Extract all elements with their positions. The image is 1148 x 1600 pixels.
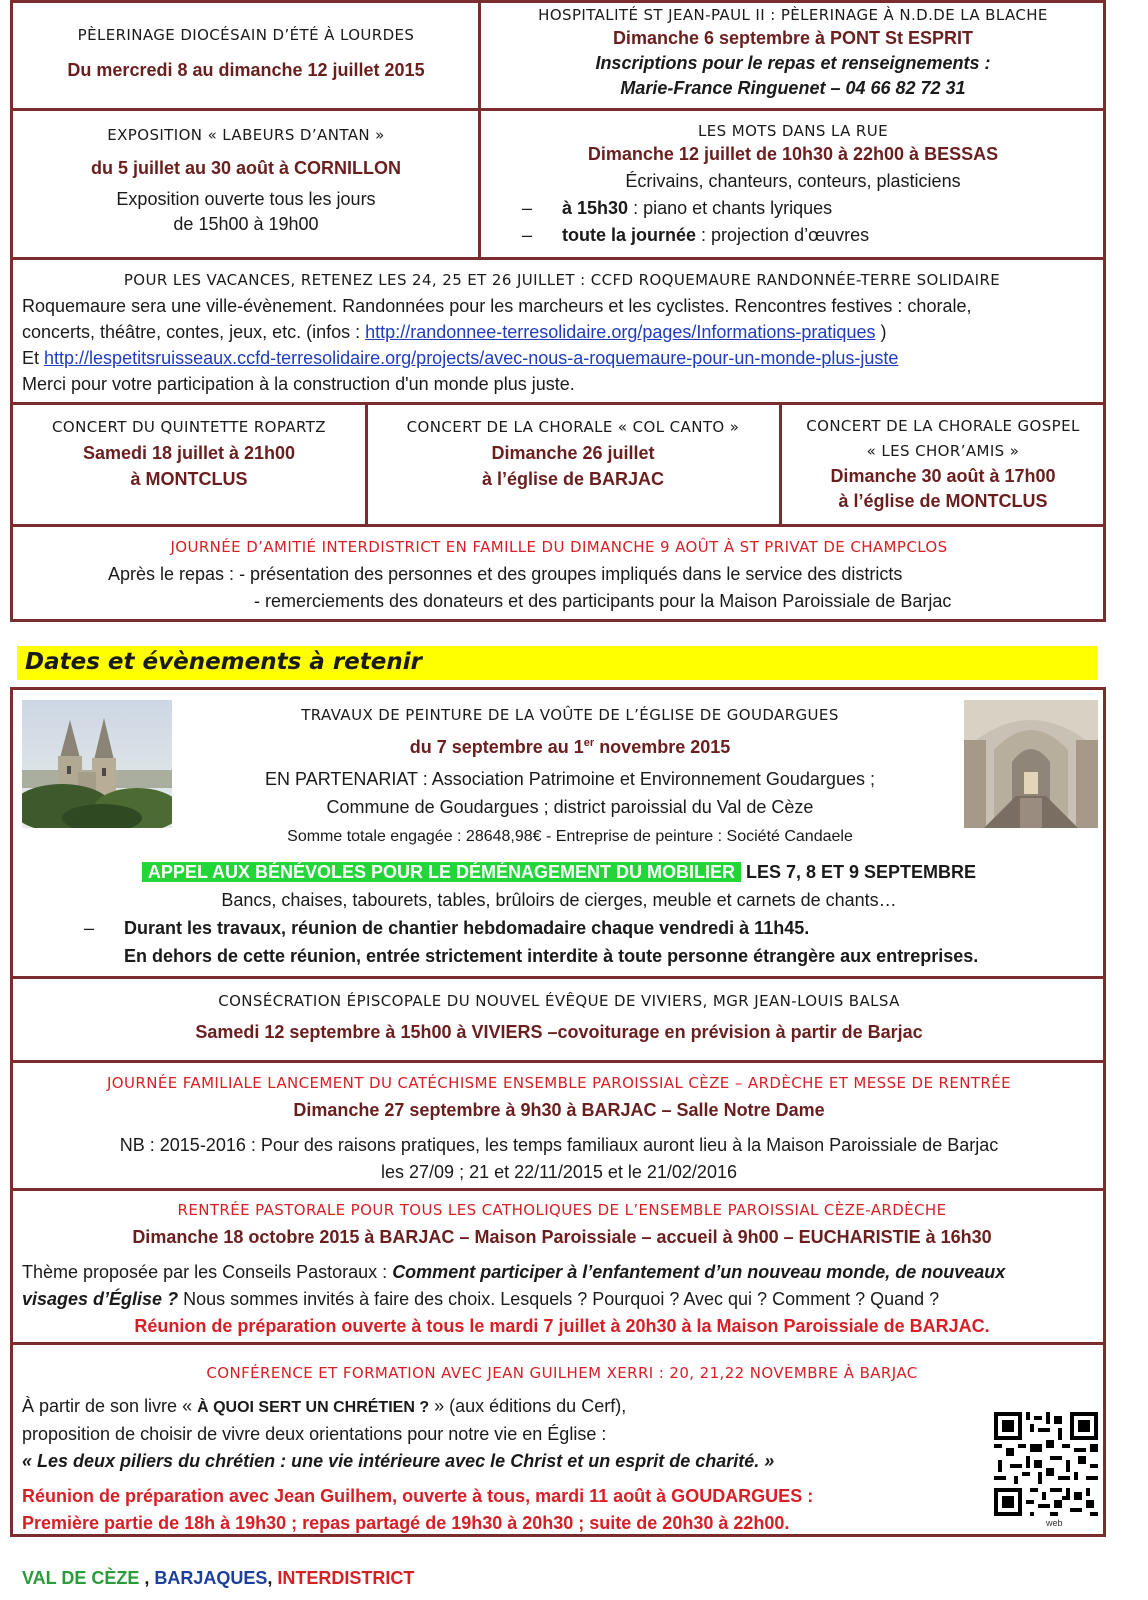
mots-item-1 [522,198,1104,219]
rentree-reunion: Réunion de préparation ouverte à tous le mardi 7 juillet à 20h30 à la Maison Paroissiale de BARJAC. [134,1316,990,1336]
qr-label: web [1046,1518,1063,1528]
conference-l2: proposition de choisir de vivre deux orientations pour notre vie en Église : [22,1424,607,1444]
footer [22,1568,414,1589]
expo-date: du 5 juillet au 30 août à CORNILLON [90,158,402,178]
concert-1 [14,414,364,492]
divider [10,976,1106,979]
voute-title: TRAVAUX DE PEINTURE DE LA VOÛTE DE L’ÉGLISE DE GOUDARGUES [301,706,839,724]
blache-block [482,6,1104,99]
concert-2 [368,414,778,492]
dash-bullet: – [522,198,533,218]
travaux-text-1: Durant les travaux, réunion de chantier hebdomadaire chaque vendredi à 11h45. [124,918,810,938]
mots-title: LES MOTS DANS LA RUE [698,122,888,140]
appel-dates: LES 7, 8 ET 9 SEPTEMBRE [740,862,977,882]
ccfd-p2-start: concerts, théâtre, contes, jeux, etc. (infos : [22,322,366,342]
conference-l3: « Les deux piliers du chrétien : une vie intérieure avec le Christ et un esprit de charité. » [22,1451,775,1471]
mots-date: Dimanche 12 juillet de 10h30 à 22h00 à BESSAS [587,144,999,164]
expo-block [14,126,478,235]
ccfd-p3 [22,345,1102,371]
appel-block [14,858,1104,970]
appel-line [14,858,1104,886]
consecration-title: CONSÉCRATION ÉPISCOPALE DU NOUVEL ÉVÊQUE DE VIVIERS, MGR JEAN-LOUIS BALSA [218,992,900,1010]
concert-3-date: Dimanche 30 août à 17h00 [830,466,1056,486]
mots-desc: Écrivains, chanteurs, conteurs, plasticiens [625,171,961,191]
ccfd-link-ruisseaux[interactable]: http://lespetitsruisseaux.ccfd-terresolidaire.org/projects/avec-nous-a-roquemaure-pour-un-monde-plus-juste [44,348,899,368]
catechisme-title: JOURNÉE FAMILIALE LANCEMENT DU CATÉCHISME ENSEMBLE PAROISSIAL CÈZE – ARDÈCHE ET MESSE DE RENTRÉE [106,1074,1011,1092]
appel-highlight: APPEL AUX BÉNÉVOLES POUR LE DÉMÉNAGEMENT DU MOBILIER [142,862,741,882]
concert-3-title2: « LES CHOR’AMIS » [866,442,1020,460]
rentree-date: Dimanche 18 octobre 2015 à BARJAC – Maison Paroissiale – accueil à 9h00 – EUCHARISTIE à 16h30 [132,1227,992,1247]
rentree-theme-a: Thème proposée par les Conseils Pastoraux : [22,1262,393,1282]
voute-date-b: novembre 2015 [594,737,731,757]
rentree-theme-2 [22,1286,1102,1313]
divider [10,402,1106,405]
divider [478,0,481,257]
concert-3-title: CONCERT DE LA CHORALE GOSPEL [806,417,1080,435]
ccfd-p2-end: ) [875,322,887,342]
expo-title: EXPOSITION « LABEURS D’ANTAN » [107,126,385,144]
rentree-theme-c: visages d’Église ? [22,1289,179,1309]
conference-r2: Première partie de 18h à 19h30 ; repas partagé de 19h30 à 20h30 ; suite de 20h30 à 22h00. [22,1513,790,1533]
catechisme-nb1: NB : 2015-2016 : Pour des raisons pratiques, les temps familiaux auront lieu à la Maison Paroissiale de Barjac [119,1135,999,1155]
church-exterior-photo [22,700,172,828]
rentree-block [22,1197,1102,1340]
voute-p3: Somme totale engagée : 28648,98€ - Entreprise de peinture : Société Candaele [287,828,853,845]
mots-item-2-text: : projection d’œuvres [696,225,870,245]
conference-l1-c: » (aux éditions du Cerf), [429,1396,627,1416]
ccfd-p3-start: Et [22,348,45,368]
blache-date: Dimanche 6 septembre à PONT St ESPRIT [612,28,974,48]
ccfd-p1: Roquemaure sera une ville-évènement. Randonnées pour les marcheurs et les cyclistes. Rencontres festives : chorale, [22,296,972,316]
concert-1-title: CONCERT DU QUINTETTE ROPARTZ [52,418,326,436]
mots-item-1-bold: à 15h30 [562,198,629,218]
concert-2-date: Dimanche 26 juillet [491,443,655,463]
expo-line2: de 15h00 à 19h00 [173,214,319,234]
mots-item-2 [522,225,1104,246]
catechisme-block [14,1070,1104,1186]
voute-date [180,729,960,761]
footer-sep-1: , [139,1568,155,1588]
concert-1-place: à MONTCLUS [130,469,248,489]
church-interior-photo [964,700,1098,828]
mots-block [482,122,1104,246]
footer-sep-2: , [267,1568,278,1588]
blache-inscriptions: Inscriptions pour le repas et renseignements : [595,53,991,73]
qr-code-icon[interactable] [994,1412,1098,1516]
section-title-bar [17,646,1097,680]
conference-l1 [22,1393,1102,1421]
concert-3 [782,414,1104,514]
expo-line1: Exposition ouverte tous les jours [116,189,376,209]
conference-l1-a: À partir de son livre « [22,1396,198,1416]
section-title: Dates et évènements à retenir [25,649,422,675]
mots-item-2-bold: toute la journée [562,225,697,245]
divider [10,524,1106,527]
consecration-block [14,992,1104,1043]
dash-bullet: – [84,918,95,938]
ccfd-p2 [22,319,1102,345]
lourdes-block [14,26,478,81]
travaux-line-1 [84,914,1104,942]
divider [10,257,1106,260]
mots-item-1-text: : piano et chants lyriques [628,198,833,218]
dash-bullet: – [522,225,533,245]
divider [10,1188,1106,1191]
amitie-block [14,534,1104,615]
voute-block [180,701,960,851]
ccfd-title: POUR LES VACANCES, RETENEZ LES 24, 25 ET 26 JUILLET : CCFD ROQUEMAURE RANDONNÉE-TERRE SOLIDAIRE [123,271,1001,289]
catechisme-date: Dimanche 27 septembre à 9h30 à BARJAC – Salle Notre Dame [293,1100,825,1120]
consecration-date: Samedi 12 septembre à 15h00 à VIVIERS –covoiturage en prévision à partir de Barjac [195,1022,923,1042]
amitie-l2: - remerciements des donateurs et des participants pour la Maison Paroissiale de Barjac [254,591,952,611]
ccfd-p4: Merci pour votre participation à la construction d'un monde plus juste. [22,374,575,394]
concert-1-date: Samedi 18 juillet à 21h00 [82,443,296,463]
rentree-theme-d: Nous sommes invités à faire des choix. Lesquels ? Pourquoi ? Avec qui ? Comment ? Quand ? [178,1289,940,1309]
concert-2-place: à l’église de BARJAC [481,469,665,489]
concert-3-place: à l’église de MONTCLUS [838,491,1048,511]
conference-title: CONFÉRENCE ET FORMATION AVEC JEAN GUILHEM XERRI : 20, 21,22 NOVEMBRE À BARJAC [206,1364,918,1382]
divider [10,1060,1106,1063]
footer-interdistrict: INTERDISTRICT [277,1568,415,1588]
amitie-title: JOURNÉE D’AMITIÉ INTERDISTRICT EN FAMILLE DU DIMANCHE 9 AOÛT À ST PRIVAT DE CHAMPCLOS [170,538,948,556]
rentree-title: RENTRÉE PASTORALE POUR TOUS LES CATHOLIQUES DE L’ENSEMBLE PAROISSIAL CÈZE-ARDÈCHE [177,1201,947,1219]
appel-items: Bancs, chaises, tabourets, tables, brûloirs de cierges, meuble et carnets de chants… [221,890,897,910]
ccfd-block [22,267,1102,397]
blache-contact: Marie-France Ringuenet – 04 66 82 72 31 [620,78,966,98]
lourdes-date: Du mercredi 8 au dimanche 12 juillet 2015 [67,60,425,80]
divider [10,1342,1106,1345]
catechisme-nb2: les 27/09 ; 21 et 22/11/2015 et le 21/02/2016 [381,1162,737,1182]
divider [10,108,1106,111]
voute-date-sup: er [583,737,595,749]
travaux-line-2: En dehors de cette réunion, entrée strictement interdite à toute personne étrangère aux entreprises. [124,946,979,966]
rentree-theme-1 [22,1259,1102,1286]
conference-book-title: À QUOI SERT UN CHRÉTIEN ? [197,1399,430,1416]
lourdes-title: PÈLERINAGE DIOCÉSAIN D’ÉTÉ À LOURDES [77,26,415,44]
ccfd-link-infos[interactable]: http://randonnee-terresolidaire.org/pages/Informations-pratiques [365,322,876,342]
voute-date-a: du 7 septembre au 1 [409,737,584,757]
conference-r1: Réunion de préparation avec Jean Guilhem, ouverte à tous, mardi 11 août à GOUDARGUES : [22,1486,814,1506]
footer-barjaques: BARJAQUES [154,1568,268,1588]
voute-p2: Commune de Goudargues ; district paroissial du Val de Cèze [326,797,814,817]
conference-block [22,1360,1102,1537]
rentree-theme-b: Comment participer à l’enfantement d’un nouveau monde, de nouveaux [392,1262,1006,1282]
footer-val-de-ceze: VAL DE CÈZE [22,1568,140,1588]
voute-p1: EN PARTENARIAT : Association Patrimoine et Environnement Goudargues ; [265,769,875,789]
blache-title: HOSPITALITÉ ST JEAN-PAUL II : PÈLERINAGE À N.D.DE LA BLACHE [538,6,1048,24]
concert-2-title: CONCERT DE LA CHORALE « COL CANTO » [406,418,740,436]
amitie-l1: Après le repas : - présentation des personnes et des groupes impliqués dans le service des districts [108,564,903,584]
